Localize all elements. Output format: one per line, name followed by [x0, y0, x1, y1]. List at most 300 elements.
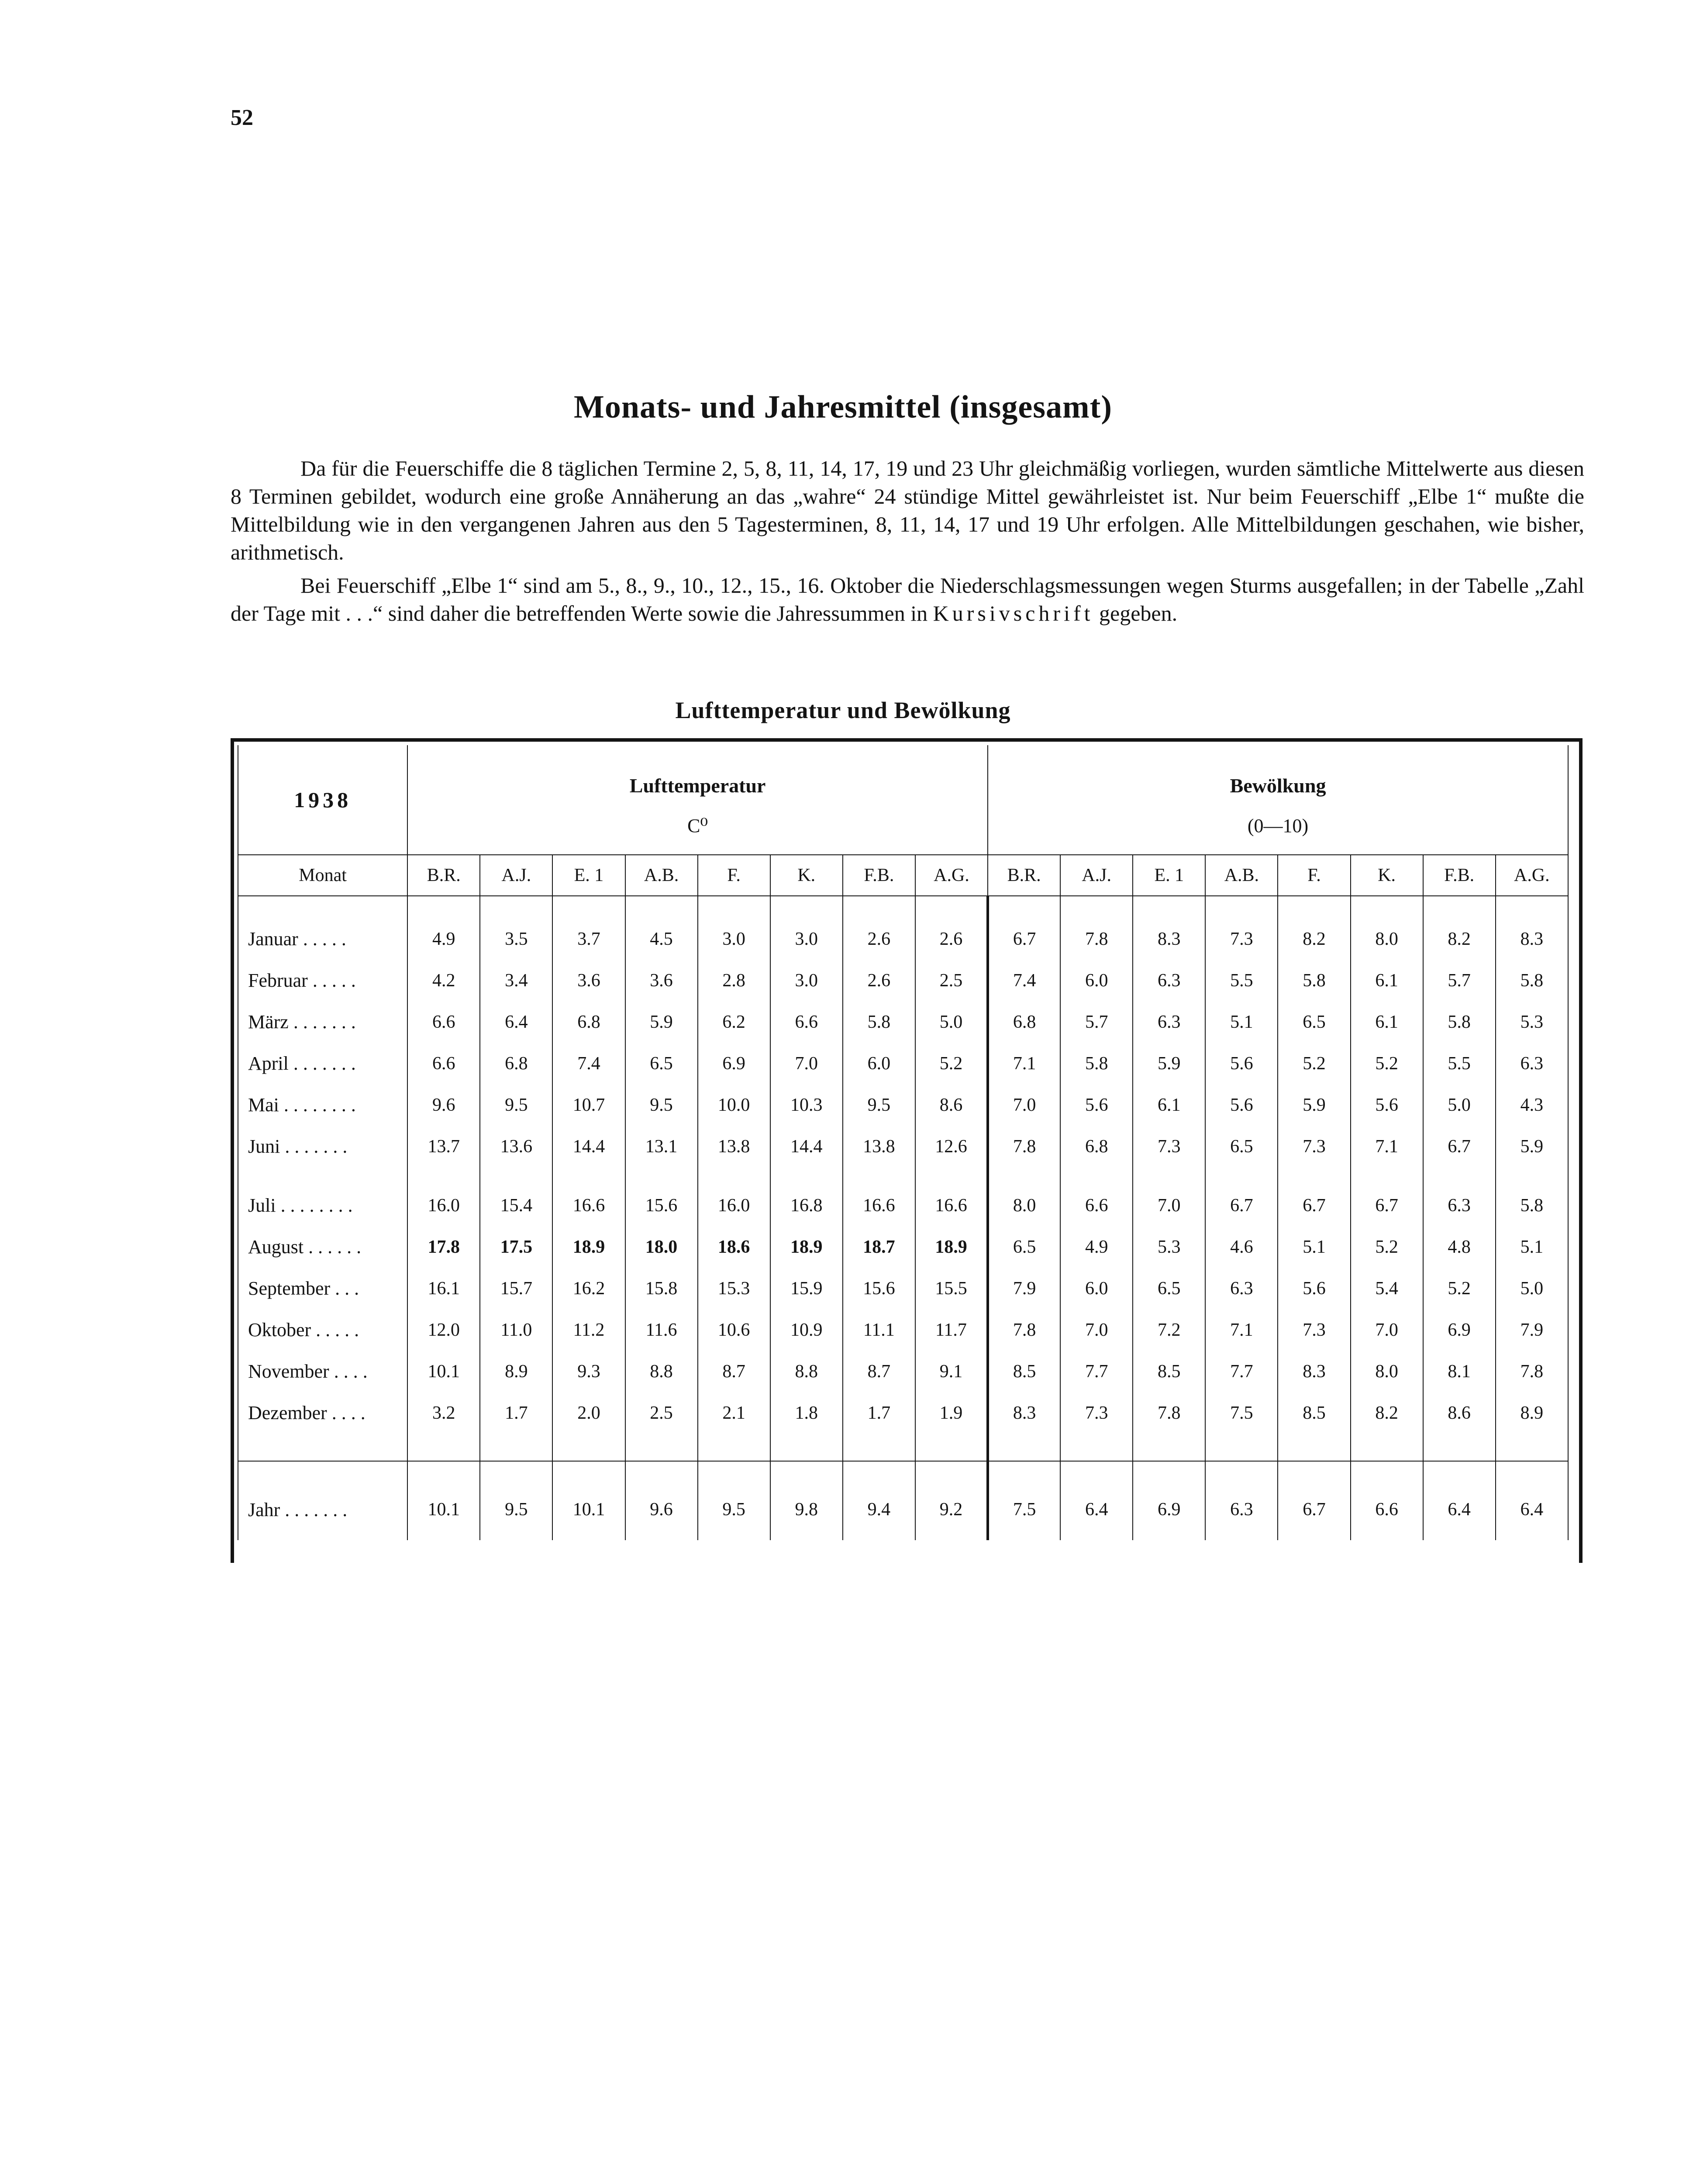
cloud-cell: 6.3	[1133, 960, 1205, 1001]
cloud-cell: 8.5	[1133, 1351, 1205, 1392]
cloud-cell: 6.7	[1423, 1126, 1496, 1167]
column-header-temp: E. 1	[552, 855, 625, 896]
cloud-cell: 6.5	[988, 1226, 1060, 1268]
spacer-cell	[552, 1461, 625, 1479]
cloud-cell: 6.3	[1205, 1479, 1278, 1540]
month-label: Dezember . . . .	[238, 1392, 407, 1434]
temperature-cell: 15.7	[480, 1268, 552, 1309]
column-header-temp: A.B.	[625, 855, 698, 896]
spacer-cell	[1423, 1461, 1496, 1479]
cloud-cell: 7.8	[988, 1309, 1060, 1351]
table-row	[238, 1043, 1568, 1084]
cloud-cell: 7.3	[1205, 918, 1278, 960]
month-label: Mai . . . . . . . .	[238, 1084, 407, 1126]
table-title: Lufttemperatur und Bewölkung	[675, 697, 1011, 723]
cloud-cell: 6.7	[1351, 1185, 1423, 1226]
spacer-cell	[1133, 1167, 1205, 1185]
cloud-cell: 8.2	[1278, 918, 1350, 960]
spacer-cell	[1278, 896, 1350, 918]
month-label: April . . . . . . .	[238, 1043, 407, 1084]
climate-table	[238, 745, 1569, 1540]
table-spacer	[238, 1461, 1568, 1479]
spacer-cell	[625, 1434, 698, 1461]
temperature-cell: 10.9	[770, 1309, 843, 1351]
temperature-cell: 5.8	[843, 1001, 915, 1043]
temperature-cell: 9.5	[480, 1084, 552, 1126]
cloud-cell: 5.1	[1496, 1226, 1568, 1268]
spacer-cell	[552, 1167, 625, 1185]
cloud-cell: 7.3	[1278, 1126, 1350, 1167]
cloud-cell: 5.9	[1133, 1043, 1205, 1084]
spacer-cell	[1133, 1461, 1205, 1479]
intro-paragraph-2-start: Bei Feuerschiff „Elbe 1“ sind am 5., 8., 9., 10., 12., 15., 16. Oktober die Niederschlagsmessungen wegen Sturms ausgefallen; in der Tabelle „Zahl der Tage mit . . .“ sind daher die betreffenden Werte sowie die Jahressummen in	[231, 573, 1584, 625]
spacer-cell	[480, 1461, 552, 1479]
temperature-cell: 6.9	[698, 1043, 770, 1084]
temperature-cell: 8.9	[480, 1351, 552, 1392]
temperature-cell: 9.5	[480, 1479, 552, 1540]
temperature-cell: 9.6	[407, 1084, 480, 1126]
cloud-cell: 5.2	[1351, 1226, 1423, 1268]
temperature-cell: 18.0	[625, 1226, 698, 1268]
temperature-cell: 11.0	[480, 1309, 552, 1351]
temperature-cell: 8.6	[915, 1084, 988, 1126]
temperature-cell: 3.7	[552, 918, 625, 960]
spacer-cell	[238, 896, 407, 918]
spacer-cell	[843, 1434, 915, 1461]
temperature-cell: 6.6	[407, 1043, 480, 1084]
cloud-cell: 7.8	[1496, 1351, 1568, 1392]
group-title-temperature: Lufttemperatur	[629, 774, 766, 797]
spacer-cell	[1205, 1434, 1278, 1461]
cloud-cell: 7.8	[1133, 1392, 1205, 1434]
cloud-cell: 5.5	[1205, 960, 1278, 1001]
temperature-cell: 18.7	[843, 1226, 915, 1268]
temperature-cell: 5.0	[915, 1001, 988, 1043]
spacer-cell	[480, 1434, 552, 1461]
spacer-cell	[1496, 1461, 1568, 1479]
intro-paragraph-1: Da für die Feuerschiffe die 8 täglichen Termine 2, 5, 8, 11, 14, 17, 19 und 23 Uhr gleichmäßig vorliegen, wurden sämtliche Mittelwerte aus diesen 8 Terminen gebildet, wodurch eine große Annäherung an das „wahre“ 24 stündige Mittel gewährleistet ist. Nur beim Feuerschiff „Elbe 1“ mußte die Mittelbildung wie in den vergangenen Jahren aus den 5 Tagesterminen, 8, 11, 14, 17 und 19 Uhr erfolgen. Alle Mittelbildungen geschahen, wie bisher, arithmetisch.	[231, 456, 1584, 564]
cloud-cell: 7.5	[988, 1479, 1060, 1540]
temperature-cell: 3.2	[407, 1392, 480, 1434]
temperature-cell: 4.5	[625, 918, 698, 960]
intro-paragraph-2-emphasis: Kursivschrift	[933, 601, 1094, 625]
spacer-cell	[1423, 1167, 1496, 1185]
temperature-cell: 15.9	[770, 1268, 843, 1309]
temperature-cell: 1.9	[915, 1392, 988, 1434]
temperature-cell: 11.1	[843, 1309, 915, 1351]
cloud-cell: 6.4	[1496, 1479, 1568, 1540]
cloud-cell: 5.7	[1423, 960, 1496, 1001]
column-header-cloud: E. 1	[1133, 855, 1205, 896]
cloud-cell: 7.5	[1205, 1392, 1278, 1434]
cloud-cell: 8.5	[1278, 1392, 1350, 1434]
table-row	[238, 1084, 1568, 1126]
table-spacer	[238, 1434, 1568, 1461]
cloud-cell: 8.9	[1496, 1392, 1568, 1434]
month-label: November . . . .	[238, 1351, 407, 1392]
spacer-cell	[1205, 1167, 1278, 1185]
temperature-cell: 8.7	[698, 1351, 770, 1392]
temperature-cell: 6.8	[552, 1001, 625, 1043]
temperature-cell: 3.6	[552, 960, 625, 1001]
spacer-cell	[698, 1167, 770, 1185]
table-row	[238, 918, 1568, 960]
temperature-cell: 10.1	[407, 1479, 480, 1540]
temperature-cell: 8.7	[843, 1351, 915, 1392]
temperature-cell: 18.9	[770, 1226, 843, 1268]
cloud-cell: 7.0	[1060, 1309, 1133, 1351]
spacer-cell	[915, 1167, 988, 1185]
temperature-cell: 9.1	[915, 1351, 988, 1392]
temperature-cell: 9.6	[625, 1479, 698, 1540]
column-header-cloud: F.B.	[1423, 855, 1496, 896]
temperature-cell: 3.0	[770, 960, 843, 1001]
cloud-cell: 6.6	[1060, 1185, 1133, 1226]
column-header-temp: F.	[698, 855, 770, 896]
table-spacer	[238, 1167, 1568, 1185]
temperature-cell: 6.6	[770, 1001, 843, 1043]
temperature-cell: 8.8	[770, 1351, 843, 1392]
table-row	[238, 1392, 1568, 1434]
spacer-cell	[625, 1167, 698, 1185]
temperature-cell: 3.4	[480, 960, 552, 1001]
temperature-cell: 2.6	[915, 918, 988, 960]
cloud-cell: 5.8	[1060, 1043, 1133, 1084]
cloud-cell: 5.2	[1278, 1043, 1350, 1084]
cloud-cell: 7.7	[1205, 1351, 1278, 1392]
cloud-cell: 5.1	[1278, 1226, 1350, 1268]
temperature-cell: 9.5	[698, 1479, 770, 1540]
temperature-cell: 1.7	[843, 1392, 915, 1434]
cloud-cell: 7.9	[1496, 1309, 1568, 1351]
cloud-cell: 5.6	[1351, 1084, 1423, 1126]
month-label: Jahr . . . . . . .	[238, 1479, 407, 1540]
temperature-cell: 9.3	[552, 1351, 625, 1392]
temperature-cell: 15.6	[843, 1268, 915, 1309]
cloud-cell: 8.3	[1133, 918, 1205, 960]
temperature-cell: 16.6	[843, 1185, 915, 1226]
cloud-cell: 6.7	[1278, 1479, 1350, 1540]
temperature-cell: 13.8	[698, 1126, 770, 1167]
cloud-cell: 6.4	[1423, 1479, 1496, 1540]
table-spacer	[238, 896, 1568, 918]
column-header-temp: B.R.	[407, 855, 480, 896]
temperature-cell: 16.2	[552, 1268, 625, 1309]
temperature-cell: 15.4	[480, 1185, 552, 1226]
cloud-cell: 6.7	[1205, 1185, 1278, 1226]
temperature-cell: 6.0	[843, 1043, 915, 1084]
cloud-cell: 6.3	[1133, 1001, 1205, 1043]
column-header-temp: F.B.	[843, 855, 915, 896]
spacer-cell	[1278, 1167, 1350, 1185]
cloud-cell: 8.0	[1351, 918, 1423, 960]
cloud-cell: 6.9	[1133, 1479, 1205, 1540]
table-row	[238, 1479, 1568, 1540]
cloud-cell: 5.8	[1496, 960, 1568, 1001]
spacer-cell	[625, 1461, 698, 1479]
cloud-cell: 6.5	[1278, 1001, 1350, 1043]
temperature-cell: 14.4	[770, 1126, 843, 1167]
temperature-cell: 10.3	[770, 1084, 843, 1126]
spacer-cell	[1423, 1434, 1496, 1461]
temperature-cell: 1.7	[480, 1392, 552, 1434]
cloud-cell: 6.0	[1060, 960, 1133, 1001]
spacer-cell	[625, 896, 698, 918]
cloud-cell: 5.3	[1133, 1226, 1205, 1268]
month-label: Oktober . . . . .	[238, 1309, 407, 1351]
table-row	[238, 1126, 1568, 1167]
cloud-cell: 5.6	[1205, 1043, 1278, 1084]
temperature-cell: 16.1	[407, 1268, 480, 1309]
table-body	[238, 896, 1568, 1540]
spacer-cell	[1351, 1434, 1423, 1461]
column-header-cloud: K.	[1351, 855, 1423, 896]
spacer-cell	[698, 1434, 770, 1461]
spacer-cell	[407, 1461, 480, 1479]
cloud-cell: 5.8	[1423, 1001, 1496, 1043]
spacer-cell	[407, 1434, 480, 1461]
cloud-cell: 6.4	[1060, 1479, 1133, 1540]
month-label: Januar . . . . .	[238, 918, 407, 960]
temperature-cell: 9.5	[843, 1084, 915, 1126]
temperature-cell: 7.0	[770, 1043, 843, 1084]
cloud-cell: 7.2	[1133, 1309, 1205, 1351]
spacer-cell	[407, 896, 480, 918]
cloud-cell: 6.1	[1351, 960, 1423, 1001]
temperature-cell: 13.7	[407, 1126, 480, 1167]
spacer-cell	[915, 1461, 988, 1479]
spacer-cell	[1496, 896, 1568, 918]
cloud-cell: 6.7	[1278, 1185, 1350, 1226]
temperature-cell: 4.9	[407, 918, 480, 960]
cloud-cell: 5.9	[1496, 1126, 1568, 1167]
spacer-cell	[1133, 896, 1205, 918]
cloud-cell: 8.1	[1423, 1351, 1496, 1392]
temperature-cell: 2.1	[698, 1392, 770, 1434]
cloud-cell: 6.1	[1351, 1001, 1423, 1043]
cloud-cell: 7.1	[1351, 1126, 1423, 1167]
cloud-cell: 5.6	[1060, 1084, 1133, 1126]
cloud-cell: 5.6	[1278, 1268, 1350, 1309]
temperature-cell: 3.0	[770, 918, 843, 960]
temperature-cell: 16.0	[698, 1185, 770, 1226]
group-title-cloud: Bewölkung	[1230, 774, 1326, 797]
table-row	[238, 1309, 1568, 1351]
spacer-cell	[1496, 1167, 1568, 1185]
cloud-cell: 7.8	[1060, 918, 1133, 960]
spacer-cell	[480, 896, 552, 918]
column-header-temp: A.J.	[480, 855, 552, 896]
spacer-cell	[843, 896, 915, 918]
spacer-cell	[770, 896, 843, 918]
temperature-cell: 15.5	[915, 1268, 988, 1309]
cloud-cell: 5.2	[1351, 1043, 1423, 1084]
temperature-cell: 15.6	[625, 1185, 698, 1226]
month-label: September . . .	[238, 1268, 407, 1309]
page-number: 52	[231, 105, 253, 130]
table-row	[238, 1351, 1568, 1392]
intro-text	[231, 454, 1584, 632]
spacer-cell	[988, 1167, 1060, 1185]
cloud-cell: 5.1	[1205, 1001, 1278, 1043]
column-header-temp: K.	[770, 855, 843, 896]
intro-paragraph-2-end: gegeben.	[1099, 601, 1178, 625]
cloud-cell: 7.7	[1060, 1351, 1133, 1392]
temperature-cell: 6.6	[407, 1001, 480, 1043]
cloud-cell: 7.1	[988, 1043, 1060, 1084]
cloud-cell: 5.4	[1351, 1268, 1423, 1309]
spacer-cell	[552, 896, 625, 918]
cloud-cell: 5.7	[1060, 1001, 1133, 1043]
cloud-cell: 8.5	[988, 1351, 1060, 1392]
temperature-cell: 8.8	[625, 1351, 698, 1392]
cloud-cell: 7.4	[988, 960, 1060, 1001]
group-header-temperature	[407, 745, 988, 855]
cloud-cell: 5.3	[1496, 1001, 1568, 1043]
spacer-cell	[238, 1434, 407, 1461]
spacer-cell	[407, 1167, 480, 1185]
spacer-cell	[843, 1461, 915, 1479]
cloud-cell: 6.6	[1351, 1479, 1423, 1540]
cloud-cell: 6.8	[988, 1001, 1060, 1043]
temperature-cell: 11.7	[915, 1309, 988, 1351]
temperature-cell: 13.8	[843, 1126, 915, 1167]
spacer-cell	[915, 896, 988, 918]
intro-paragraph-2	[231, 571, 1584, 627]
temperature-cell: 6.4	[480, 1001, 552, 1043]
month-label: Juni . . . . . . .	[238, 1126, 407, 1167]
cloud-cell: 5.0	[1423, 1084, 1496, 1126]
cloud-cell: 4.6	[1205, 1226, 1278, 1268]
temperature-cell: 13.1	[625, 1126, 698, 1167]
table-row	[238, 1001, 1568, 1043]
temperature-cell: 10.1	[552, 1479, 625, 1540]
spacer-cell	[1278, 1434, 1350, 1461]
cloud-cell: 8.3	[988, 1392, 1060, 1434]
page-title: Monats- und Jahresmittel (insgesamt)	[574, 389, 1112, 425]
cloud-cell: 6.8	[1060, 1126, 1133, 1167]
cloud-cell: 7.0	[988, 1084, 1060, 1126]
temperature-cell: 1.8	[770, 1392, 843, 1434]
cloud-cell: 7.8	[988, 1126, 1060, 1167]
temperature-cell: 10.6	[698, 1309, 770, 1351]
cloud-cell: 8.2	[1351, 1392, 1423, 1434]
spacer-cell	[1351, 896, 1423, 918]
column-header-cloud: A.G.	[1496, 855, 1568, 896]
cloud-cell: 6.0	[1060, 1268, 1133, 1309]
temperature-cell: 18.6	[698, 1226, 770, 1268]
temperature-cell: 17.5	[480, 1226, 552, 1268]
temperature-cell: 11.6	[625, 1309, 698, 1351]
temperature-cell: 7.4	[552, 1043, 625, 1084]
cloud-cell: 4.3	[1496, 1084, 1568, 1126]
spacer-cell	[238, 1167, 407, 1185]
temperature-cell: 16.6	[915, 1185, 988, 1226]
spacer-cell	[1423, 896, 1496, 918]
cloud-cell: 6.5	[1133, 1268, 1205, 1309]
cloud-cell: 5.6	[1205, 1084, 1278, 1126]
temperature-cell: 18.9	[552, 1226, 625, 1268]
temperature-cell: 6.2	[698, 1001, 770, 1043]
month-label: Juli . . . . . . . .	[238, 1185, 407, 1226]
column-header-cloud: B.R.	[988, 855, 1060, 896]
cloud-cell: 5.0	[1496, 1268, 1568, 1309]
temperature-cell: 11.2	[552, 1309, 625, 1351]
cloud-cell: 6.7	[988, 918, 1060, 960]
cloud-cell: 7.3	[1060, 1392, 1133, 1434]
temperature-cell: 13.6	[480, 1126, 552, 1167]
cloud-cell: 6.3	[1205, 1268, 1278, 1309]
cloud-cell: 8.0	[1351, 1351, 1423, 1392]
cloud-cell: 8.6	[1423, 1392, 1496, 1434]
temperature-cell: 2.0	[552, 1392, 625, 1434]
temperature-cell: 10.0	[698, 1084, 770, 1126]
temperature-cell: 3.6	[625, 960, 698, 1001]
temperature-cell: 4.2	[407, 960, 480, 1001]
spacer-cell	[698, 896, 770, 918]
column-header-row	[238, 855, 1568, 896]
spacer-cell	[988, 1434, 1060, 1461]
table-row	[238, 1268, 1568, 1309]
table-row	[238, 1185, 1568, 1226]
table-row	[238, 960, 1568, 1001]
spacer-cell	[770, 1167, 843, 1185]
spacer-cell	[770, 1434, 843, 1461]
temperature-cell: 14.4	[552, 1126, 625, 1167]
spacer-cell	[770, 1461, 843, 1479]
cloud-cell: 5.8	[1278, 960, 1350, 1001]
cloud-cell: 5.2	[1423, 1268, 1496, 1309]
cloud-cell: 8.0	[988, 1185, 1060, 1226]
temperature-cell: 2.5	[915, 960, 988, 1001]
cloud-cell: 6.5	[1205, 1126, 1278, 1167]
cloud-cell: 6.3	[1423, 1185, 1496, 1226]
temperature-cell: 12.6	[915, 1126, 988, 1167]
temperature-cell: 9.8	[770, 1479, 843, 1540]
column-header-temp: A.G.	[915, 855, 988, 896]
month-label: August . . . . . .	[238, 1226, 407, 1268]
temperature-cell: 18.9	[915, 1226, 988, 1268]
spacer-cell	[552, 1434, 625, 1461]
temperature-cell: 6.8	[480, 1043, 552, 1084]
temperature-cell: 9.4	[843, 1479, 915, 1540]
temperature-cell: 10.7	[552, 1084, 625, 1126]
cloud-cell: 7.0	[1351, 1309, 1423, 1351]
spacer-cell	[698, 1461, 770, 1479]
cloud-cell: 8.3	[1496, 918, 1568, 960]
temperature-cell: 5.9	[625, 1001, 698, 1043]
cloud-cell: 8.3	[1278, 1351, 1350, 1392]
cloud-cell: 5.9	[1278, 1084, 1350, 1126]
spacer-cell	[1351, 1167, 1423, 1185]
group-unit-cloud: (0—10)	[1247, 815, 1309, 836]
temperature-cell: 9.5	[625, 1084, 698, 1126]
cloud-cell: 7.3	[1278, 1309, 1350, 1351]
temperature-cell: 12.0	[407, 1309, 480, 1351]
spacer-cell	[1060, 1434, 1133, 1461]
spacer-cell	[843, 1167, 915, 1185]
spacer-cell	[1060, 1167, 1133, 1185]
temperature-cell: 16.0	[407, 1185, 480, 1226]
temperature-cell: 2.6	[843, 918, 915, 960]
column-header-cloud: A.J.	[1060, 855, 1133, 896]
cloud-cell: 7.3	[1133, 1126, 1205, 1167]
temperature-cell: 2.6	[843, 960, 915, 1001]
temperature-cell: 6.5	[625, 1043, 698, 1084]
temperature-cell: 3.0	[698, 918, 770, 960]
temperature-cell: 15.8	[625, 1268, 698, 1309]
temperature-cell: 9.2	[915, 1479, 988, 1540]
